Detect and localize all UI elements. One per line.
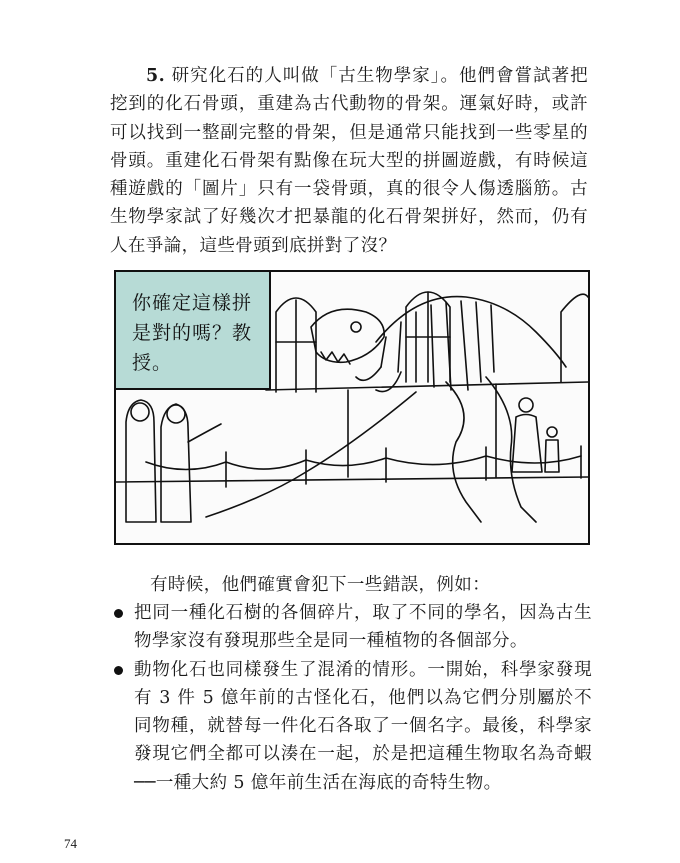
paragraph-text: 研究化石的人叫做「古生物學家」。他們會嘗試著把挖到的化石骨頭，重建為古代動物的骨架。運氣好時，或許可以找到一整副完整的骨架，但是通常只能找到一些零星的骨頭。重建化石骨架有點像在玩大型的拼圖遊戲，有時候這種遊戲的「圖片」只有一袋骨頭，真的很令人傷透腦筋。古生物學家試了好幾次才把暴龍的化石骨架拼好，然而，仍有人在爭論，這些骨頭到底拼對了沒？ bbox=[110, 66, 588, 256]
bullet-text: 把同一種化石樹的各個碎片，取了不同的學名，因為古生物學家沒有發現那些全是同一種植物的各個部分。 bbox=[134, 603, 592, 652]
intro-line: 有時候，他們確實會犯下一些錯誤，例如： bbox=[150, 575, 491, 595]
comic-panel bbox=[114, 270, 590, 545]
body-paragraph bbox=[110, 62, 588, 260]
page-number: 74 bbox=[64, 836, 77, 851]
bullet-text: 動物化石也同樣發生了混淆的情形。一開始，科學家發現有 3 件 5 億年前的古怪化石，他們以為它們分別屬於不同物種，就替每一件化石各取了一個名字。最後，科學家發現它們全都可以湊在一起，於是把這種生物取名為奇蝦──一種大約 5 億年前生活在海底的奇特生物。 bbox=[134, 659, 592, 793]
bullet-item bbox=[114, 656, 592, 797]
bullet-dot-icon bbox=[114, 666, 123, 675]
bullet-dot-icon bbox=[114, 609, 123, 618]
speech-bubble: 你確定這樣拼是對的嗎？教授。 bbox=[116, 272, 271, 390]
paragraph-number: 5. bbox=[146, 66, 166, 86]
bullet-list bbox=[114, 599, 592, 797]
bullet-item bbox=[114, 599, 592, 656]
